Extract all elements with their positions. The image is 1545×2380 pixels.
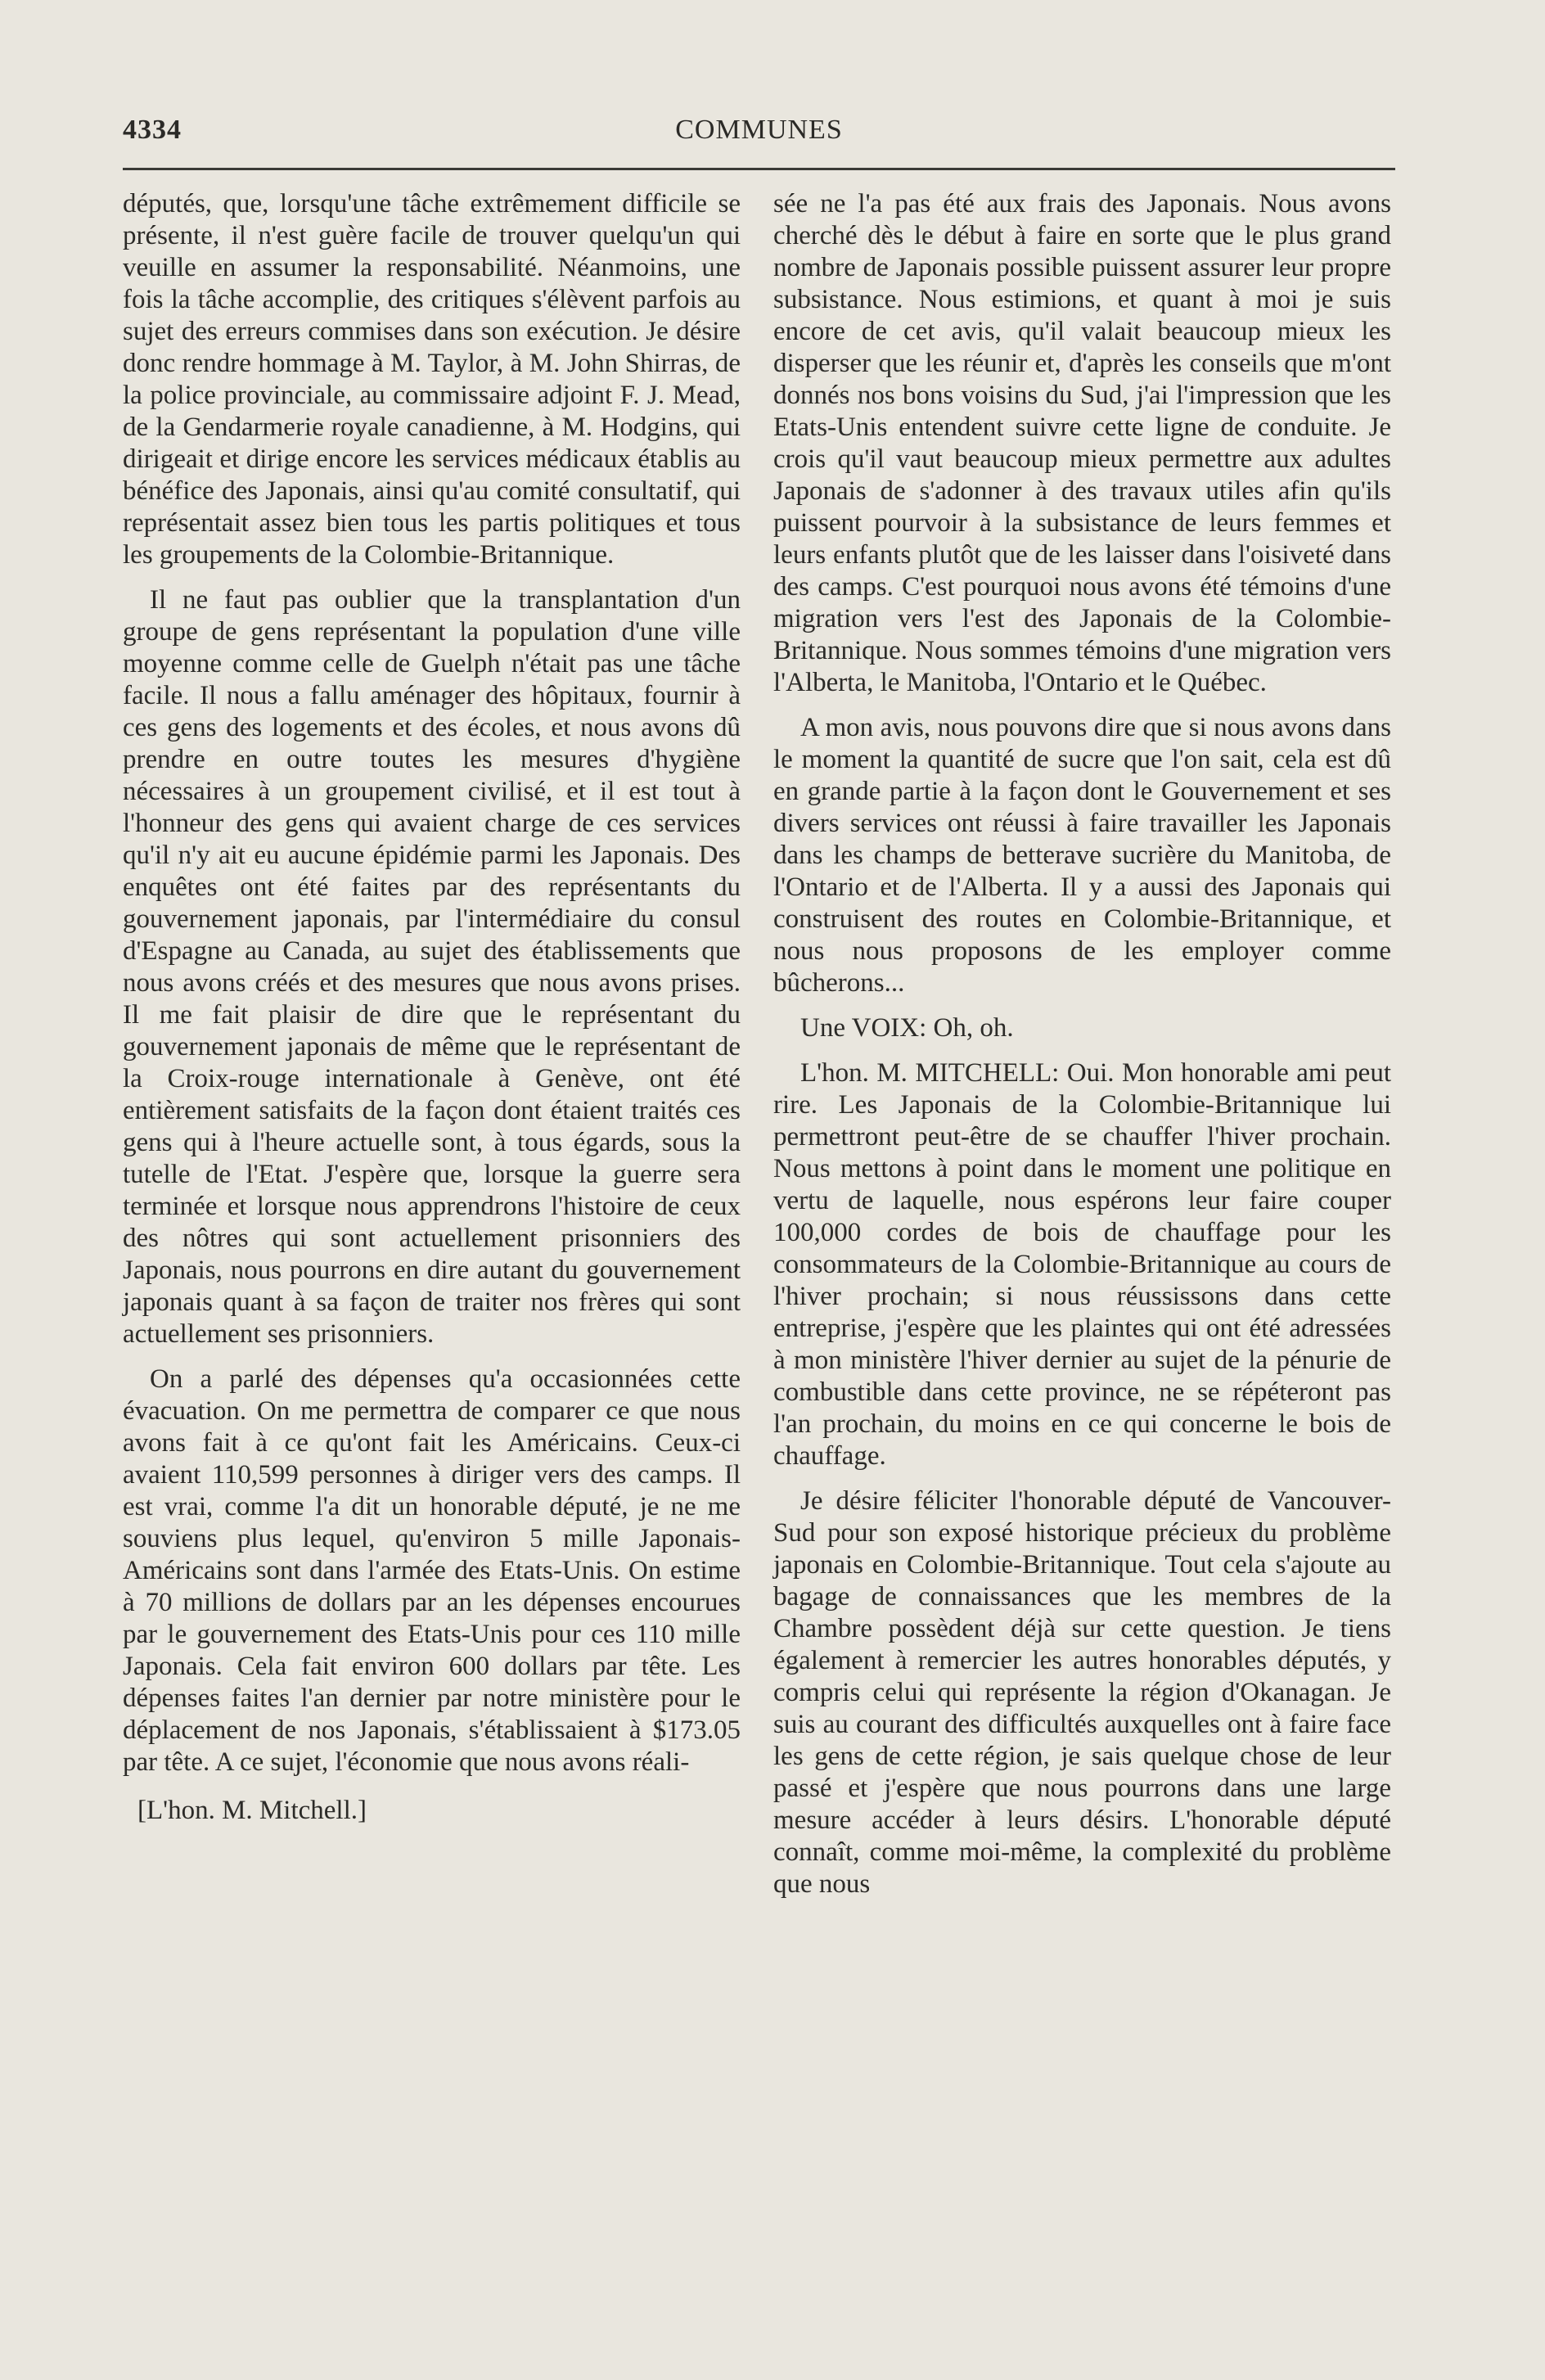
left-paragraph-1: députés, que, lorsqu'une tâche extrêmement difficile se présente, il n'est guère facile de trouver quelqu'un qui veuille en assumer la responsabilité. Néanmoins, une fois la tâche accomplie, des critiques s'élèvent parfois au sujet des erreurs commises dans son exécution. Je désire donc rendre hommage à M. Taylor, à M. John Shirras, de la police provinciale, au commissaire adjoint F. J. Mead, de la Gendarmerie royale canadienne, à M. Hodgins, qui dirigeait et dirige encore les services médicaux établis au bénéfice des Japonais, ainsi qu'au comité consultatif, qui représentait assez bien tous les partis politiques et tous les groupements de la Colombie-Britannique. <box>123 189 741 570</box>
right-paragraph-5: Je désire féliciter l'honorable député de Vancouver-Sud pour son exposé historique précieux du problème japonais en Colombie-Britannique. Tout cela s'ajoute au bagage de connaissances que les membres de la Chambre possèdent déjà sur cette question. Je tiens également à remercier les autres honorables députés, y compris celui qui représente la région d'Okanagan. Je suis au courant des difficultés auxquelles ont à faire face les gens de cette région, je sais quelque chose de leur passé et j'espère que nous pourrons dans une large mesure accéder à leurs désirs. L'honorable député connaît, comme moi-même, la complexité du problème que nous <box>773 1486 1391 1899</box>
running-title: COMMUNES <box>675 115 843 145</box>
right-paragraph-2: A mon avis, nous pouvons dire que si nous avons dans le moment la quantité de sucre que l'on sait, cela est dû en grande partie à la façon dont le Gouvernement et ses divers services ont réussi à faire travailler les Japonais dans les champs de betterave sucrière du Manitoba, de l'Ontario et de l'Alberta. Il y a aussi des Japonais qui construisent des routes en Colombie-Britannique, et nous nous proposons de les employer comme bûcherons... <box>773 713 1391 998</box>
left-paragraph-2: Il ne faut pas oublier que la transplantation d'un groupe de gens représentant la population d'une ville moyenne comme celle de Guelph n'était pas une tâche facile. Il nous a fallu aménager des hôpitaux, fournir à ces gens des logements et des écoles, et nous avons dû prendre en outre toutes les mesures d'hygiène nécessaires à un groupement civilisé, et il est tout à l'honneur des gens qui avaient charge de ces services qu'il n'y ait eu aucune épidémie parmi les Japonais. Des enquêtes ont été faites par des représentants du gouvernement japonais, par l'intermédiaire du consul d'Espagne au Canada, au sujet des établissements que nous avons créés et des mesures que nous avons prises. Il me fait plaisir de dire que le représentant du gouvernement japonais de même que le représentant de la Croix-rouge internationale à Genève, ont été entièrement satisfaits de la façon dont étaient traités ces gens qui à l'heure actuelle sont, à tous égards, sous la tutelle de l'Etat. J'espère que, lorsque la guerre sera terminée et lorsque nous apprendrons l'histoire de ceux des nôtres qui sont actuellement prisonniers des Japonais, nous pourrons en dire autant du gouvernement japonais quant à sa façon de traiter nos frères qui sont actuellement ses prisonniers. <box>123 585 741 1349</box>
left-column <box>123 188 741 1827</box>
right-paragraph-4: L'hon. M. MITCHELL: Oui. Mon honorable ami peut rire. Les Japonais de la Colombie-Britannique lui permettront peut-être de se chauffer l'hiver prochain. Nous mettons à point dans le moment une politique en vertu de laquelle, nous espérons leur faire couper 100,000 cordes de bois de chauffage pour les consommateurs de la Colombie-Britannique au cours de l'hiver prochain; si nous réussissons dans cette entreprise, j'espère que les plaintes qui ont été adressées à mon ministère l'hiver dernier au sujet de la pénurie de combustible dans cette province, ne se répéteront pas l'an prochain, du moins en ce qui concerne le bois de chauffage. <box>773 1058 1391 1471</box>
right-paragraph-1: sée ne l'a pas été aux frais des Japonais. Nous avons cherché dès le début à faire en sorte que le plus grand nombre de Japonais possible puissent assurer leur propre subsistance. Nous estimions, et quant à moi je suis encore de cet avis, qu'il valait beaucoup mieux les disperser que les réunir et, d'après les conseils que m'ont donnés nos bons voisins du Sud, j'ai l'impression que les Etats-Unis entendent suivre cette ligne de conduite. Je crois qu'il vaut beaucoup mieux permettre aux adultes Japonais de s'adonner à des travaux utiles afin qu'ils puissent pourvoir à la subsistance de leurs femmes et leurs enfants plutôt que de les laisser dans l'oisiveté dans des camps. C'est pourquoi nous avons été témoins d'une migration vers l'est des Japonais de la Colombie-Britannique. Nous sommes témoins d'une migration vers l'Alberta, le Manitoba, l'Ontario et le Québec. <box>773 189 1391 697</box>
page-number: 4334 <box>123 115 182 145</box>
left-paragraph-3: On a parlé des dépenses qu'a occasionnées cette évacuation. On me permettra de comparer ce que nous avons fait à ce qu'ont fait les Américains. Ceux-ci avaient 110,599 personnes à diriger vers des camps. Il est vrai, comme l'a dit un honorable député, je ne me souviens plus lequel, qu'environ 5 mille Japonais-Américains sont dans l'armée des Etats-Unis. On estime à 70 millions de dollars par an les dépenses encourues par le gouvernement des Etats-Unis pour ces 110 mille Japonais. Cela fait environ 600 dollars par tête. Les dépenses faites l'an dernier par notre ministère pour le déplacement de nos Japonais, s'établissaient à $173.05 par tête. A ce sujet, l'économie que nous avons réali- <box>123 1364 741 1777</box>
right-paragraph-3: Une VOIX: Oh, oh. <box>800 1013 1014 1043</box>
right-column <box>773 188 1391 1913</box>
header-rule <box>123 168 1395 170</box>
speaker-footer: [L'hon. M. Mitchell.] <box>137 1796 367 1825</box>
page-header <box>123 115 1395 147</box>
